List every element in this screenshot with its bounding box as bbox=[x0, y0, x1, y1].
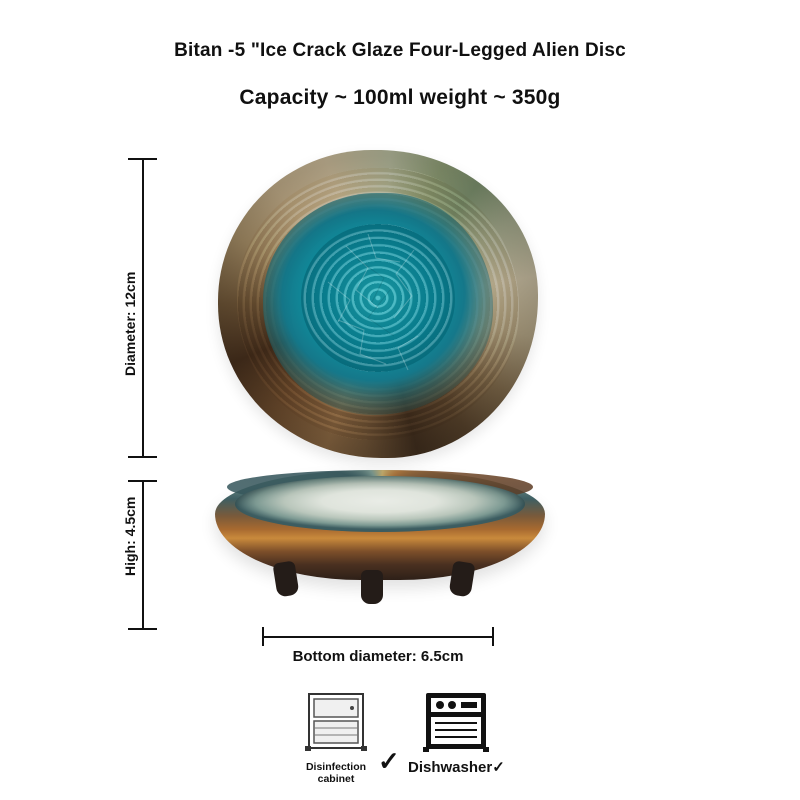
disinfection-cabinet-caption-line2: cabinet bbox=[317, 773, 355, 786]
disinfection-cabinet-caption bbox=[298, 761, 374, 785]
height-rule bbox=[142, 480, 144, 630]
bowl-foot-right bbox=[448, 560, 475, 597]
dishwasher-group bbox=[415, 690, 497, 757]
disinfection-cabinet-icon bbox=[303, 690, 369, 752]
diameter-label: Diameter: 12cm bbox=[122, 271, 138, 376]
disinfection-cabinet-check-icon: ✓ bbox=[378, 746, 400, 776]
bowl-foot-center bbox=[361, 570, 383, 604]
bowl-inner-rim bbox=[235, 476, 525, 532]
height-cap-bottom bbox=[128, 628, 157, 630]
disinfection-cabinet-group bbox=[298, 690, 374, 785]
title-block bbox=[0, 40, 800, 110]
bottom-diameter-rule bbox=[262, 636, 494, 638]
product-subtitle: Capacity ~ 100ml weight ~ 350g bbox=[239, 86, 561, 109]
diameter-dimension bbox=[122, 158, 158, 458]
ice-crack-pattern-icon bbox=[218, 150, 538, 458]
diameter-cap-bottom bbox=[128, 456, 157, 458]
bottom-diameter-cap-right bbox=[492, 627, 494, 646]
height-dimension bbox=[122, 480, 158, 630]
product-title: Bitan -5 "Ice Crack Glaze Four-Legged Alien Disc bbox=[174, 40, 626, 61]
ceramic-plate-side-view bbox=[205, 470, 555, 645]
ceramic-plate-top-view bbox=[218, 150, 538, 458]
dishwasher-icon bbox=[421, 690, 491, 752]
height-label: High: 4.5cm bbox=[122, 496, 138, 576]
bottom-diameter-label: Bottom diameter: 6.5cm bbox=[292, 648, 464, 665]
diameter-rule bbox=[142, 158, 144, 458]
dishwasher-caption: Dishwasher✓ bbox=[408, 759, 505, 776]
disinfection-cabinet-caption-line1: Disinfection bbox=[305, 761, 367, 773]
